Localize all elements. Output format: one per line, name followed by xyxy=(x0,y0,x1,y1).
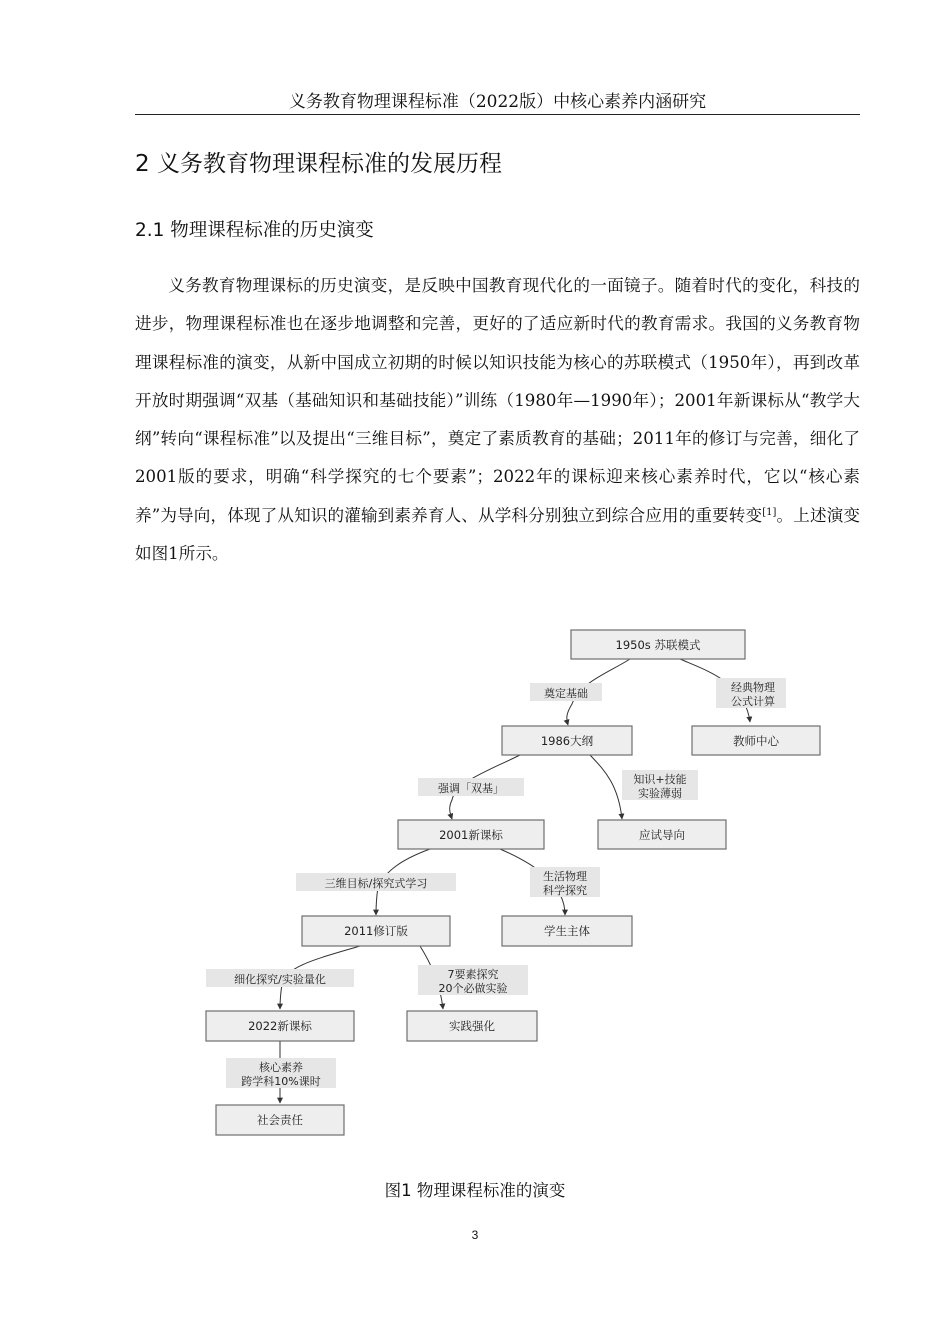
svg-text:7要素探究: 7要素探究 xyxy=(447,968,499,981)
edge-label-5 xyxy=(296,873,456,891)
svg-text:1986大纲: 1986大纲 xyxy=(540,734,594,748)
svg-text:经典物理: 经典物理 xyxy=(731,681,775,694)
svg-text:核心素养: 核心素养 xyxy=(259,1061,303,1074)
svg-text:2011修订版: 2011修订版 xyxy=(344,924,408,938)
svg-text:应试导向: 应试导向 xyxy=(639,828,685,842)
svg-text:跨学科10%课时: 跨学科10%课时 xyxy=(241,1075,321,1088)
node-exam-oriented xyxy=(598,820,726,849)
svg-text:知识+技能: 知识+技能 xyxy=(633,773,687,786)
svg-text:科学探究: 科学探究 xyxy=(543,884,587,897)
page-number: 3 xyxy=(471,1228,479,1242)
node-2022 xyxy=(206,1011,354,1041)
edge-label-3 xyxy=(418,778,524,796)
svg-text:实验薄弱: 实验薄弱 xyxy=(638,787,682,800)
edge-label-2 xyxy=(716,678,786,708)
node-2001 xyxy=(398,820,544,849)
citation-ref[interactable]: [1] xyxy=(762,506,777,518)
edge-label-6 xyxy=(530,867,600,897)
node-1986 xyxy=(502,726,632,755)
svg-text:20个必做实验: 20个必做实验 xyxy=(438,982,508,995)
edge-label-9 xyxy=(226,1058,336,1088)
svg-text:2001新课标: 2001新课标 xyxy=(439,828,503,842)
evolution-flowchart xyxy=(190,622,779,1147)
edge-label-4 xyxy=(622,770,698,800)
header-rule xyxy=(135,114,860,115)
svg-text:奠定基础: 奠定基础 xyxy=(544,687,588,700)
edge-1986-exam xyxy=(590,755,622,819)
svg-text:教师中心: 教师中心 xyxy=(733,734,779,748)
svg-text:学生主体: 学生主体 xyxy=(544,924,590,938)
svg-text:实践强化: 实践强化 xyxy=(449,1019,495,1033)
node-practice xyxy=(407,1011,537,1041)
svg-text:1950s 苏联模式: 1950s 苏联模式 xyxy=(615,638,701,652)
svg-text:强调「双基」: 强调「双基」 xyxy=(438,782,504,795)
chapter-title: 2 义务教育物理课程标准的发展历程 xyxy=(135,151,502,177)
node-social-responsibility xyxy=(216,1105,344,1135)
figure-caption: 图1 物理课程标准的演变 xyxy=(384,1181,566,1200)
edge-label-8 xyxy=(418,965,528,995)
node-1950s xyxy=(571,630,745,659)
node-2011 xyxy=(302,916,450,946)
edge-label-1 xyxy=(530,683,602,701)
node-student-centered xyxy=(502,916,632,946)
svg-text:社会责任: 社会责任 xyxy=(257,1113,303,1127)
svg-text:2022新课标: 2022新课标 xyxy=(248,1019,312,1033)
svg-text:细化探究/实验量化: 细化探究/实验量化 xyxy=(234,973,326,986)
running-header: 义务教育物理课程标准（2022版）中核心素养内涵研究 xyxy=(288,92,707,112)
node-teacher-centered xyxy=(692,726,820,755)
svg-text:生活物理: 生活物理 xyxy=(543,870,587,883)
section-title: 2.1 物理课程标准的历史演变 xyxy=(135,220,374,241)
body-paragraph xyxy=(135,267,860,573)
paragraph-tail: 。上述演变如图1所示。 xyxy=(135,505,861,564)
svg-text:公式计算: 公式计算 xyxy=(731,695,775,708)
edge-label-7 xyxy=(206,969,354,987)
paragraph-text: 义务教育物理课标的历史演变，是反映中国教育现代化的一面镜子。随着时代的变化，科技的进步，物理课程标准也在逐步地调整和完善，更好的了适应新时代的教育需求。我国的义务教育物理课程标准的演变，从新中国成立初期的时候以知识技能为核心的苏联模式（1950年），再到改革开放时期强调“双基（基础知识和基础技能）”训练（1980年—1990年）；2001年新课标从“教学大纲”转向“课程标准”以及提出“三维目标”，奠定了素质教育的基础；2011年的修订与完善，细化了2001版的要求，明确“科学探究的七个要素”；2022年的课标迎来核心素养时代，它以“核心素养”为导向，体现了从知识的灌输到素养育人、从学科分别独立到综合应用的重要转变 xyxy=(135,276,860,525)
svg-text:三维目标/探究式学习: 三维目标/探究式学习 xyxy=(324,877,428,890)
